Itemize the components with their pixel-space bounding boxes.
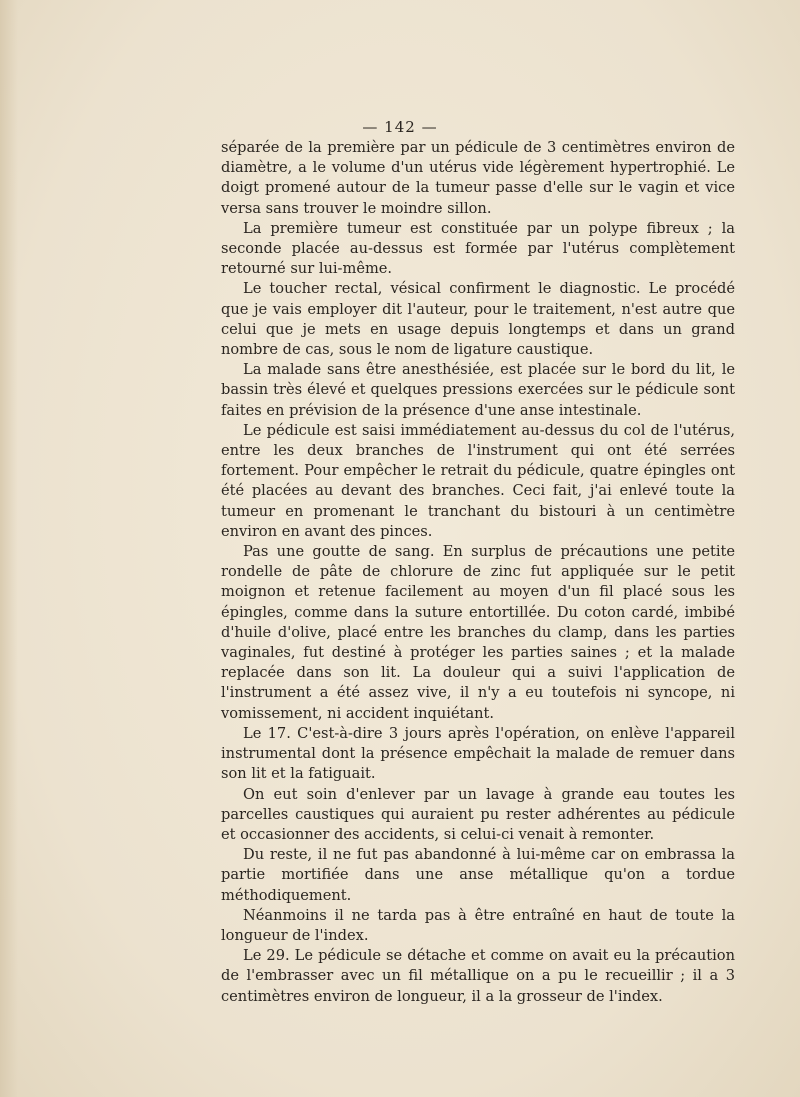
paragraph: Le 17. C'est-à-dire 3 jours après l'opération, on enlève l'appareil instrumental dont la présence empêchait la malade de remuer dans son lit et la fatiguait. <box>221 724 735 783</box>
paragraph: Le pédicule est saisi immédiatement au-dessus du col de l'utérus, entre les deux branches de l'instrument qui ont été serrées fortement. Pour empêcher le retrait du pédicule, quatre épingles ont été placées au devant des branches. Ceci fait, j'ai enlevé toute la tumeur en promenant le tranchant du bistouri à un centimètre environ en avant des pinces. <box>221 421 735 540</box>
paragraph: Le toucher rectal, vésical confirment le diagnostic. Le procédé que je vais employer dit l'auteur, pour le traitement, n'est autre que celui que je mets en usage depuis longtemps et dans un grand nombre de cas, sous le nom de ligature caustique. <box>221 280 735 359</box>
paragraph: Pas une goutte de sang. En surplus de précautions une petite rondelle de pâte de chlorure de zinc fut appliquée sur le petit moignon et retenue facilement au moyen d'un fil placé sous les épingles, comme dans la suture entortillée. Du coton cardé, imbibé d'huile d'olive, placé entre les branches du clamp, dans les parties vaginales, fut destiné à protéger les parties saines ; et la malade replacée dans son lit. La douleur qui a suivi l'application de l'instrument a été assez vive, il n'y a eu toutefois ni syncope, ni vomissement, ni accident inquiétant. <box>221 543 735 722</box>
paragraph: Du reste, il ne fut pas abandonné à lui-même car on embrassa la partie mortifiée dans une anse métallique qu'on a tordue méthodiquement. <box>221 846 735 904</box>
page-number: — 142 — <box>362 118 438 136</box>
paragraph: Le 29. Le pédicule se détache et comme on avait eu la précaution de l'embrasser avec un fil métallique on a pu le recueillir ; il a 3 centimètres environ de longueur, il a la grosseur de l'index. <box>221 947 735 1005</box>
paragraph: La première tumeur est constituée par un polype fibreux ; la seconde placée au-dessus est formée par l'utérus complètement retourné sur lui-même. <box>221 219 735 278</box>
paragraph: séparée de la première par un pédicule de 3 centimètres environ de diamètre, a le volume d'un utérus vide légèrement hypertrophié. Le doigt promené autour de la tumeur passe d'elle sur le vagin et vice versa sans trouver le moindre sillon. <box>221 139 735 217</box>
paragraph: Néanmoins il ne tarda pas à être entraîné en haut de toute la longueur de l'index. <box>221 906 735 944</box>
body-text <box>221 138 735 1007</box>
paragraph: La malade sans être anesthésiée, est placée sur le bord du lit, le bassin très élevé et quelques pressions exercées sur le pédicule sont faites en prévision de la présence d'une anse intestinale. <box>221 361 735 419</box>
paragraph: On eut soin d'enlever par un lavage à grande eau toutes les parcelles caustiques qui auraient pu rester adhérentes au pédicule et occasionner des accidents, si celui-ci venait à remonter. <box>221 785 735 843</box>
